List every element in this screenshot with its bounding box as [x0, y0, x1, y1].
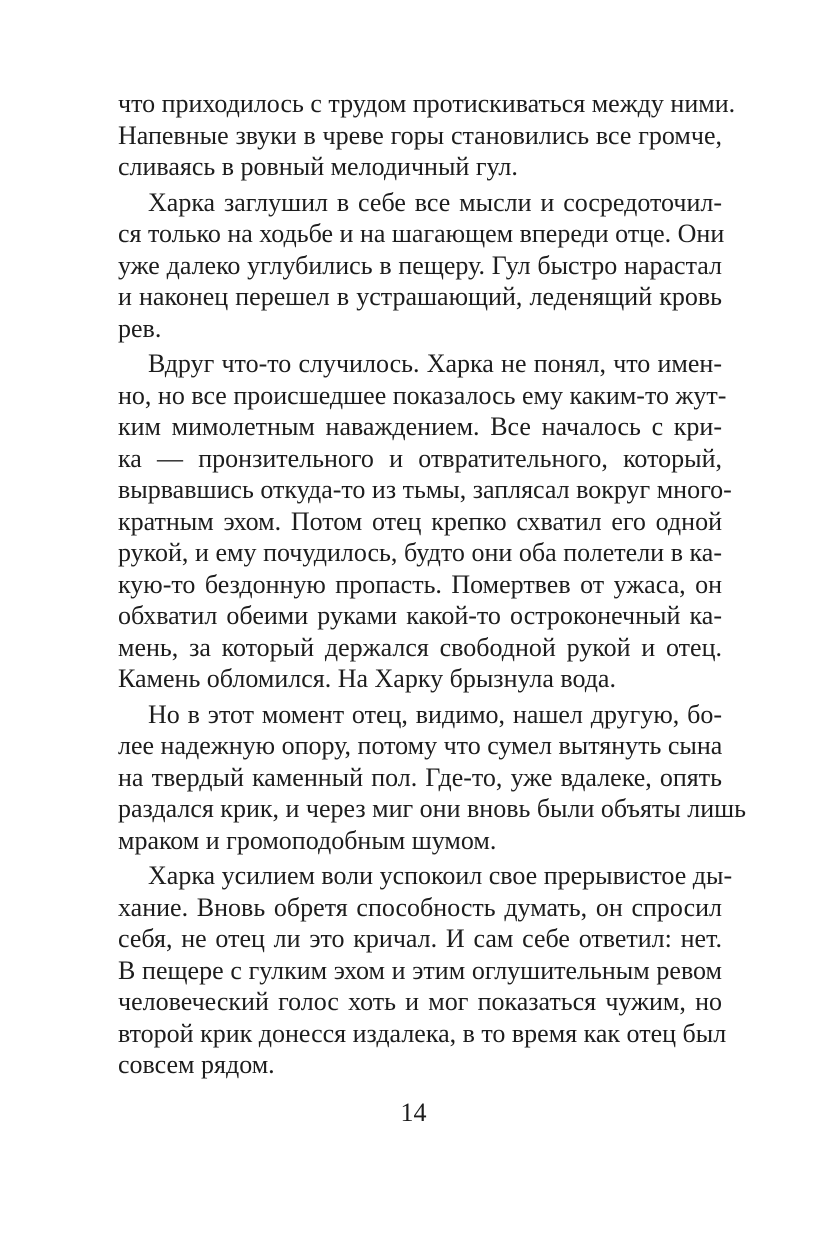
text-line: совсем рядом. — [118, 1050, 275, 1079]
text-line: ким мимолетным наваждением. Все началось с кри- — [118, 412, 722, 441]
text-line: Харка усилием воли успокоил свое прерывистое ды- — [148, 861, 733, 890]
paragraph — [118, 860, 733, 1081]
text-line: кратным эхом. Потом отец крепко схватил его одной — [118, 506, 722, 536]
page-body — [118, 88, 746, 1085]
text-line: хание. Вновь обретя способность думать, он спросил — [118, 892, 722, 922]
paragraph — [118, 348, 732, 695]
text-line: Напевные звуки в чреве горы становились все громче, — [118, 120, 722, 150]
text-line: мраком и громоподобным шумом. — [118, 825, 497, 855]
text-line: раздался крик, и через миг они вновь были объяты лишь — [118, 794, 746, 823]
text-line: обхватил обеими руками какой-то остроконечный ка- — [118, 601, 722, 630]
paragraph — [118, 699, 746, 857]
text-line: что приходилось с трудом протискиваться между ними. — [118, 89, 736, 118]
text-line: уже далеко углубились в пещеру. Гул быстро нарастал — [118, 250, 722, 280]
text-line: второй крик донесся издалека, в то время как отец был — [118, 1018, 727, 1048]
text-line: кую-то бездонную пропасть. Помертвев от ужаса, он — [118, 569, 722, 599]
text-line: но, но все происшедшее показалось ему каким-то жут- — [118, 380, 727, 410]
text-line: Харка заглушил в себе все мысли и сосредоточил- — [148, 187, 722, 217]
text-line: Камень обломился. На Харку брызнула вода. — [118, 664, 616, 693]
text-line: и наконец перешел в устрашающий, леденящий кровь — [118, 282, 722, 311]
page-number: 14 — [400, 1098, 427, 1127]
text-line: Вдруг что-то случилось. Харка не понял, что имен- — [148, 349, 722, 378]
text-line: вырвавшись откуда-то из тьмы, заплясал вокруг много- — [118, 475, 732, 504]
text-line: Но в этот момент отец, видимо, нашел другую, бо- — [148, 699, 722, 729]
text-line: ка — пронзительного и отвратительного, который, — [118, 443, 722, 473]
text-line: ся только на ходьбе и на шагающем впереди отце. Они — [118, 219, 725, 248]
paragraph — [118, 187, 725, 345]
paragraph — [118, 88, 736, 183]
text-line: рев. — [118, 313, 162, 343]
text-line: В пещере с гулким эхом и этим оглушительным ревом — [118, 955, 722, 985]
text-line: сливаясь в ровный мелодичный гул. — [118, 152, 518, 181]
text-line: мень, за который держался свободной рукой и отец. — [118, 632, 722, 662]
text-line: себя, не отец ли это кричал. И сам себе ответил: нет. — [118, 924, 722, 953]
text-line: лее надежную опору, потому что сумел вытянуть сына — [118, 731, 723, 760]
text-line: на твердый каменный пол. Где-то, уже вдалеке, опять — [118, 762, 722, 792]
text-line: рукой, и ему почудилось, будто они оба полетели в ка- — [118, 538, 722, 567]
text-line: человеческий голос хоть и мог показаться чужим, но — [118, 987, 722, 1016]
